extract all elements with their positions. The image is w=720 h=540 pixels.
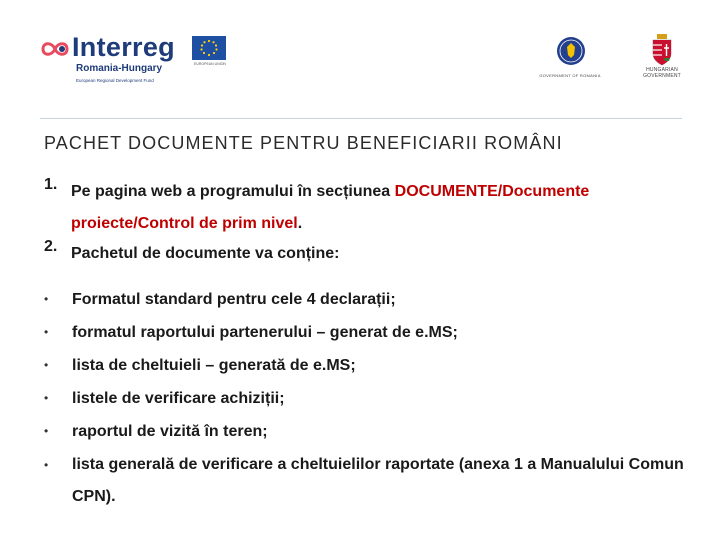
header bbox=[0, 0, 720, 118]
bullet-icon: • bbox=[44, 292, 49, 306]
bullet-list bbox=[44, 284, 684, 513]
documents-path-link[interactable]: DOCUMENTE/Documente proiecte/Control de prim nivel bbox=[71, 183, 590, 232]
romania-seal-icon bbox=[556, 36, 586, 66]
bullet-icon: • bbox=[44, 391, 49, 405]
interreg-symbol-icon bbox=[40, 39, 70, 59]
bullet-icon: • bbox=[44, 458, 49, 472]
numbered-item-1 bbox=[44, 176, 684, 240]
slide-content bbox=[44, 176, 684, 513]
item-text: Pachetul de documente va conține: bbox=[71, 245, 340, 262]
list-item: • lista de cheltuieli – generată de e.MS; bbox=[44, 350, 684, 381]
hungary-coat-of-arms-icon bbox=[652, 34, 672, 66]
bullet-icon: • bbox=[44, 424, 49, 438]
page-title: PACHET DOCUMENTE PENTRU BENEFICIARII ROMÂNI bbox=[44, 133, 563, 153]
eu-flag-icon bbox=[192, 36, 226, 60]
hungary-government-logo bbox=[636, 34, 688, 84]
romania-caption: GOVERNMENT OF ROMANIA bbox=[539, 73, 601, 78]
interreg-wordmark: Interreg bbox=[72, 32, 175, 62]
bullet-icon: • bbox=[44, 325, 49, 339]
list-item: • listele de verificare achiziții; bbox=[44, 383, 684, 414]
list-item: • raportul de vizită în teren; bbox=[44, 416, 684, 447]
bullet-icon: • bbox=[44, 358, 49, 372]
numbered-item-2 bbox=[44, 238, 684, 274]
hungary-caption: HUNGARIAN GOVERNMENT bbox=[643, 67, 681, 79]
interreg-logo bbox=[38, 30, 228, 94]
eu-caption: EUROPEAN UNION bbox=[194, 62, 226, 66]
item-text: Pe pagina web a programului în secțiunea DOCUMENTE/Documente proiecte/Control de prim nivel. bbox=[71, 183, 590, 232]
header-divider bbox=[40, 118, 682, 119]
item-number: 1. bbox=[44, 176, 58, 193]
list-item: • Formatul standard pentru cele 4 declarații; bbox=[44, 284, 684, 315]
romania-government-logo bbox=[538, 36, 602, 82]
interreg-region: Romania-Hungary bbox=[76, 63, 163, 74]
list-item: • lista generală de verificare a cheltuielilor raportate (anexa 1 a Manualului Comun CPN). bbox=[44, 449, 684, 513]
interreg-fund: European Regional Development Fund bbox=[76, 78, 154, 83]
list-item: • formatul raportului partenerului – generat de e.MS; bbox=[44, 317, 684, 348]
item-number: 2. bbox=[44, 238, 58, 255]
